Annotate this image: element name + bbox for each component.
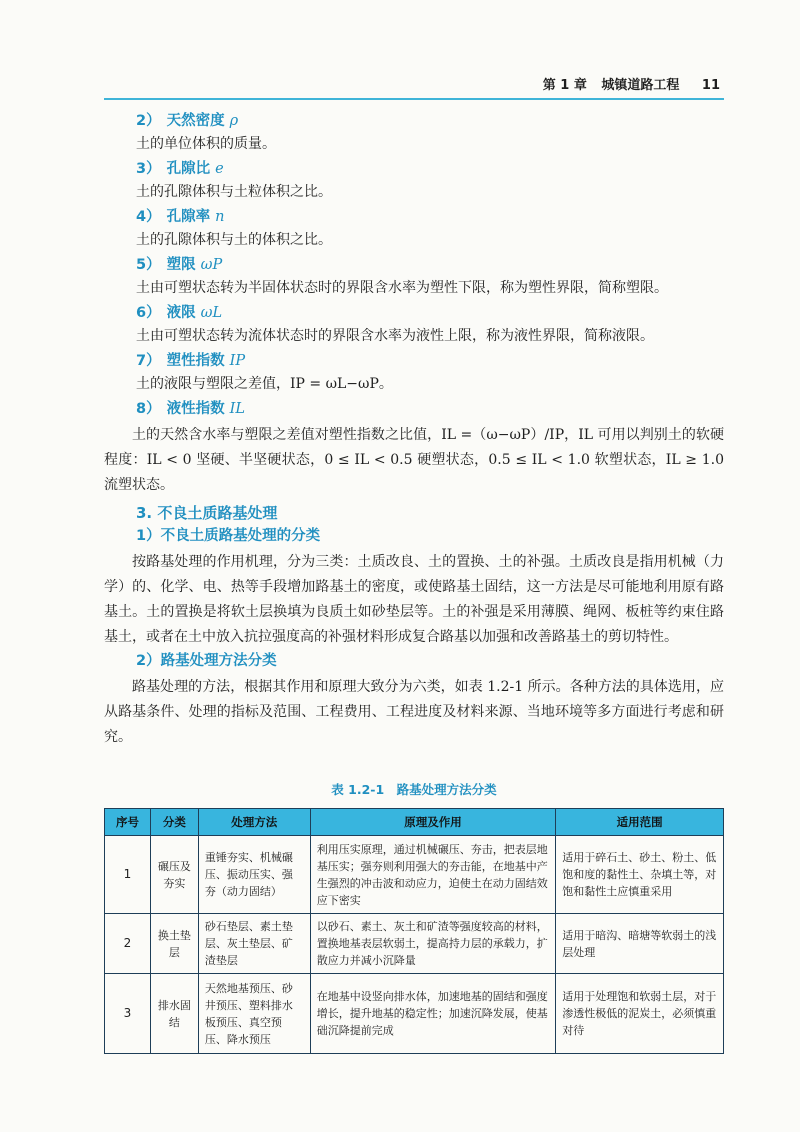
page-number: 11 (701, 78, 720, 93)
item-heading-plasticity-index: 7） 塑性指数 IP (136, 353, 246, 369)
symbol: ρ (229, 113, 239, 129)
cell-principle: 利用压实原理，通过机械碾压、夯击，把表层地基压实；强夯则利用强大的夯击能，在地基中产生强烈的冲击波和动应力，迫使土在动力固结效应下密实 (310, 836, 556, 914)
item-definition-plastic-limit: 土由可塑状态转为半固体状态时的界限含水率为塑性下限，称为塑性界限，简称塑限。 (136, 280, 668, 296)
subsection-heading-classification: 1）不良土质路基处理的分类 (136, 528, 321, 544)
subsection-heading-methods: 2）路基处理方法分类 (136, 653, 277, 669)
header-scope: 适用范围 (556, 809, 724, 836)
cell-category: 换土垫层 (150, 914, 198, 974)
cell-method: 重锤夯实、机械碾压、振动压实、强夯（动力固结） (198, 836, 310, 914)
cell-category: 排水固结 (150, 974, 198, 1054)
table-row (105, 974, 724, 1054)
cell-no: 1 (105, 836, 151, 914)
item-heading-porosity: 4） 孔隙率 n (136, 209, 225, 225)
cell-method: 天然地基预压、砂井预压、塑料排水板预压、真空预压、降水预压 (198, 974, 310, 1054)
symbol: ωP (200, 257, 223, 273)
table-header-row (105, 809, 724, 836)
methods-table (104, 808, 724, 1054)
cell-category: 碾压及夯实 (150, 836, 198, 914)
cell-principle: 在地基中设竖向排水体，加速地基的固结和强度增长，提升地基的稳定性；加速沉降发展，使基础沉降提前完成 (310, 974, 556, 1054)
symbol: IP (229, 353, 246, 369)
cell-scope: 适用于暗沟、暗塘等软弱土的浅层处理 (556, 914, 724, 974)
item-definition-plasticity-index: 土的液限与塑限之差值，IP = ωL−ωP。 (136, 376, 393, 392)
item-definition-liquidity-index: 土的天然含水率与塑限之差值对塑性指数之比值，IL =（ω−ωP）/IP，IL 可用以判别土的软硬程度：IL < 0 坚硬、半坚硬状态，0 ≤ IL < 0.5 硬塑状态，0.5 ≤ IL < 1.0 软塑状态，IL ≥ 1.0 流塑状态。 (104, 427, 724, 493)
symbol: IL (229, 401, 246, 417)
main-content (104, 110, 724, 750)
item-heading-liquid-limit: 6） 液限 ωL (136, 305, 223, 321)
item-heading-density: 2） 天然密度 ρ (136, 113, 239, 129)
symbol: n (215, 209, 225, 225)
symbol: e (215, 161, 224, 177)
item-definition-liquid-limit: 土由可塑状态转为流体状态时的界限含水率为液性上限，称为液性界限，简称液限。 (136, 328, 654, 344)
header-no: 序号 (105, 809, 151, 836)
table-caption: 表 1.2-1 路基处理方法分类 (331, 782, 497, 797)
cell-scope: 适用于处理饱和软弱土层，对于渗透性极低的泥炭土，必须慎重对待 (556, 974, 724, 1054)
item-definition-density: 土的单位体积的质量。 (136, 136, 276, 152)
cell-method: 砂石垫层、素土垫层、灰土垫层、矿渣垫层 (198, 914, 310, 974)
paragraph-methods: 路基处理的方法，根据其作用和原理大致分为六类，如表 1.2-1 所示。各种方法的具体选用，应从路基条件、处理的指标及范围、工程费用、工程进度及材料来源、当地环境等多方面进行考虑和研究。 (104, 679, 724, 745)
header-method: 处理方法 (198, 809, 310, 836)
table-row (105, 836, 724, 914)
cell-no: 2 (105, 914, 151, 974)
paragraph-classification: 按路基处理的作用机理，分为三类：土质改良、土的置换、土的补强。土质改良是指用机械（力学）的、化学、电、热等手段增加路基土的密度，或使路基土固结，这一方法是尽可能地利用原有路基土。土的置换是将软土层换填为良质土如砂垫层等。土的补强是采用薄膜、绳网、板桩等约束住路基土，或者在土中放入抗拉强度高的补强材料形成复合路基以加强和改善路基土的剪切特性。 (104, 554, 724, 645)
item-heading-plastic-limit: 5） 塑限 ωP (136, 257, 223, 273)
item-definition-void-ratio: 土的孔隙体积与土粒体积之比。 (136, 184, 332, 200)
cell-principle: 以砂石、素土、灰土和矿渣等强度较高的材料，置换地基表层软弱土，提高持力层的承载力，扩散应力并减小沉降量 (310, 914, 556, 974)
item-heading-void-ratio: 3） 孔隙比 e (136, 161, 224, 177)
table-row (105, 914, 724, 974)
header-category: 分类 (150, 809, 198, 836)
running-header (104, 74, 720, 100)
item-heading-liquidity-index: 8） 液性指数 IL (136, 401, 246, 417)
cell-no: 3 (105, 974, 151, 1054)
cell-scope: 适用于碎石土、砂土、粉土、低饱和度的黏性土、杂填土等，对饱和黏性土应慎重采用 (556, 836, 724, 914)
chapter-title: 城镇道路工程 (601, 78, 680, 93)
header-principle: 原理及作用 (310, 809, 556, 836)
header-rule (104, 98, 724, 100)
symbol: ωL (200, 305, 223, 321)
item-definition-porosity: 土的孔隙体积与土的体积之比。 (136, 232, 332, 248)
section-heading: 3. 不良土质路基处理 (136, 504, 278, 522)
chapter-number: 第 1 章 (542, 78, 587, 93)
